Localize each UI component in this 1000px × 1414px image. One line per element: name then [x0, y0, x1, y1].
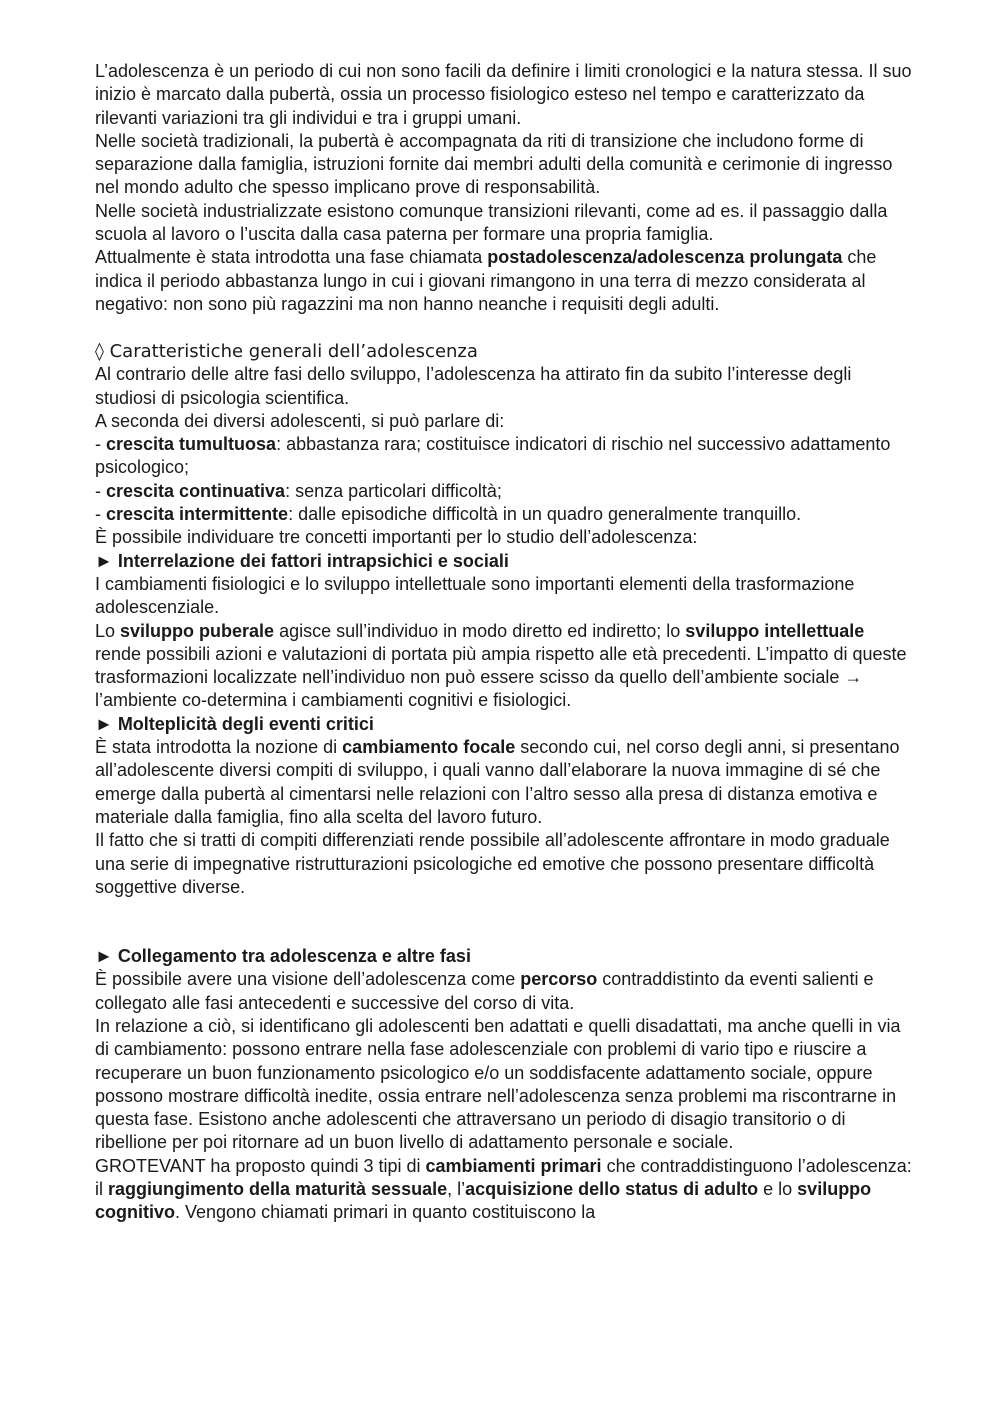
intro-paragraph-2: Nelle società tradizionali, la pubertà è accompagnata da riti di transizione che includono forme di separazione dalla famiglia, istruzioni fornite dai membri adulti della comunità e cerimonie di ingresso nel mondo adulto che spesso implicano prove di responsabilità.	[95, 130, 893, 198]
caratteristiche-paragraph-3: È possibile individuare tre concetti importanti per lo studio dell’adolescenza:	[95, 527, 698, 548]
term-maturita-sessuale: raggiungimento della maturità sessuale	[108, 1179, 448, 1200]
molteplicita-paragraph-2: Il fatto che si tratti di compiti differenziati rende possibile all’adolescente affrontare in modo graduale una serie di impegnative ristrutturazioni psicologiche ed emotive che possono presentare difficoltà soggettive diverse.	[95, 830, 890, 897]
text-span: È possibile avere una visione dell’adolescenza come	[95, 969, 521, 990]
text-span: È stata introdotta la nozione di	[95, 737, 343, 758]
text-span: : senza particolari difficoltà;	[285, 480, 502, 501]
term-crescita-continuativa: crescita continuativa	[106, 480, 286, 501]
interrelazione-paragraph-1: I cambiamenti fisiologici e lo sviluppo intellettuale sono importanti elementi della trasformazione adolescenziale.	[95, 573, 855, 618]
text-span: Lo	[95, 620, 121, 641]
text-span: contraddistinto da eventi salienti e collegato alle fasi antecedenti e successive del corso di vita.	[95, 969, 874, 1013]
text-span: che contraddistinguono l’adolescenza: il	[95, 1155, 912, 1200]
section-heading-caratteristiche: ◊ Caratteristiche generali dell’adolescenza	[95, 341, 478, 363]
term-cambiamenti-primari: cambiamenti primari	[425, 1155, 602, 1176]
list-dash: -	[95, 504, 106, 525]
text-span: e lo	[758, 1179, 798, 1200]
text-span: , l’	[447, 1179, 466, 1200]
text-span: che indica il periodo abbastanza lungo in cui i giovani rimangono in una terra di mezzo considerata al negativo: non sono più ragazzini ma non hanno neanche i requisiti degli adulti.	[95, 247, 877, 314]
paragraph-gap	[95, 899, 915, 945]
term-sviluppo-puberale: sviluppo puberale	[120, 620, 275, 641]
collegamento-paragraph-2: In relazione a ciò, si identificano gli adolescenti ben adattati e quelli disadattati, ma anche quelli in via di cambiamento: possono entrare nella fase adolescenziale con problemi di vario tipo e riuscire a recuperare un buon funzionamento psicologico e/o un soddisfacente adattamento sociale, oppure possono mostrare difficoltà inedite, ossia entrare nell’adolescenza senza problemi ma riscontrarne in questa fase. Esistono anche adolescenti che attraversano un periodo di disagio transitorio o di ribellione per poi ritornare ad un buon livello di adattamento personale e sociale.	[95, 1015, 901, 1153]
term-crescita-tumultuosa: crescita tumultuosa	[106, 434, 277, 455]
list-item-crescita-tumultuosa	[95, 433, 915, 480]
term-sviluppo-cognitivo: sviluppo cognitivo	[95, 1179, 872, 1223]
term-crescita-intermittente: crescita intermittente	[106, 504, 289, 525]
list-dash: -	[95, 434, 106, 455]
caratteristiche-paragraph-2: A seconda dei diversi adolescenti, si può parlare di:	[95, 410, 505, 431]
section-heading-molteplicita: ► Molteplicità degli eventi critici	[95, 713, 374, 734]
text-span: Attualmente è stata introdotta una fase chiamata	[95, 247, 488, 268]
text-span: rende possibili azioni e valutazioni di portata più ampia rispetto alle età precedenti. L’impatto di queste trasformazioni localizzate nell’individuo non può essere scisso da quello dell’ambiente sociale → l’ambiente co-determina i cambiamenti cognitivi e fisiologici.	[95, 643, 907, 711]
collegamento-paragraph-1	[95, 968, 915, 1015]
list-dash: -	[95, 480, 106, 501]
text-span: : dalle episodiche difficoltà in un quadro generalmente tranquillo.	[288, 504, 802, 525]
text-span: agisce sull’individuo in modo diretto ed indiretto; lo	[274, 620, 686, 641]
text-span: GROTEVANT ha proposto quindi 3 tipi di	[95, 1155, 426, 1176]
section-heading-interrelazione: ► Interrelazione dei fattori intrapsichici e sociali	[95, 550, 509, 571]
term-sviluppo-intellettuale: sviluppo intellettuale	[685, 620, 865, 641]
term-postadolescenza: postadolescenza/adolescenza prolungata	[487, 247, 843, 268]
molteplicita-paragraph-1	[95, 736, 915, 829]
text-span: . Vengono chiamati primari in quanto costituiscono la	[175, 1202, 596, 1223]
intro-paragraph-1: L’adolescenza è un periodo di cui non sono facili da definire i limiti cronologici e la natura stessa. Il suo inizio è marcato dalla pubertà, ossia un processo fisiologico esteso nel tempo e caratterizzato da rilevanti variazioni tra gli individui e tra i gruppi umani.	[95, 61, 912, 128]
list-item-crescita-continuativa	[95, 480, 915, 503]
section-heading-collegamento: ► Collegamento tra adolescenza e altre fasi	[95, 946, 471, 967]
collegamento-paragraph-3	[95, 1155, 915, 1225]
text-span: : abbastanza rara; costituisce indicatori di rischio nel successivo adattamento psicologico;	[95, 434, 891, 478]
intro-paragraph-3: Nelle società industrializzate esistono comunque transizioni rilevanti, come ad es. il passaggio dalla scuola al lavoro o l’uscita dalla casa paterna per formare una propria famiglia.	[95, 200, 888, 245]
term-percorso: percorso	[520, 969, 598, 990]
intro-paragraph-4	[95, 246, 915, 316]
caratteristiche-paragraph-1: Al contrario delle altre fasi dello sviluppo, l’adolescenza ha attirato fin da subito l’interesse degli studiosi di psicologia scientifica.	[95, 364, 852, 408]
document-page	[95, 60, 915, 1225]
text-span: secondo cui, nel corso degli anni, si presentano all’adolescente diversi compiti di sviluppo, i quali vanno dall’elaborare la nuova immagine di sé che emerge dalla pubertà al cimentarsi nelle relazioni con l’altro sesso alla presa di distanza emotiva e materiale dalla famiglia, fino alla scelta del lavoro futuro.	[95, 737, 900, 827]
term-status-adulto: acquisizione dello status di adulto	[465, 1179, 759, 1200]
term-cambiamento-focale: cambiamento focale	[342, 737, 516, 758]
interrelazione-paragraph-2	[95, 620, 915, 713]
list-item-crescita-intermittente	[95, 503, 915, 526]
